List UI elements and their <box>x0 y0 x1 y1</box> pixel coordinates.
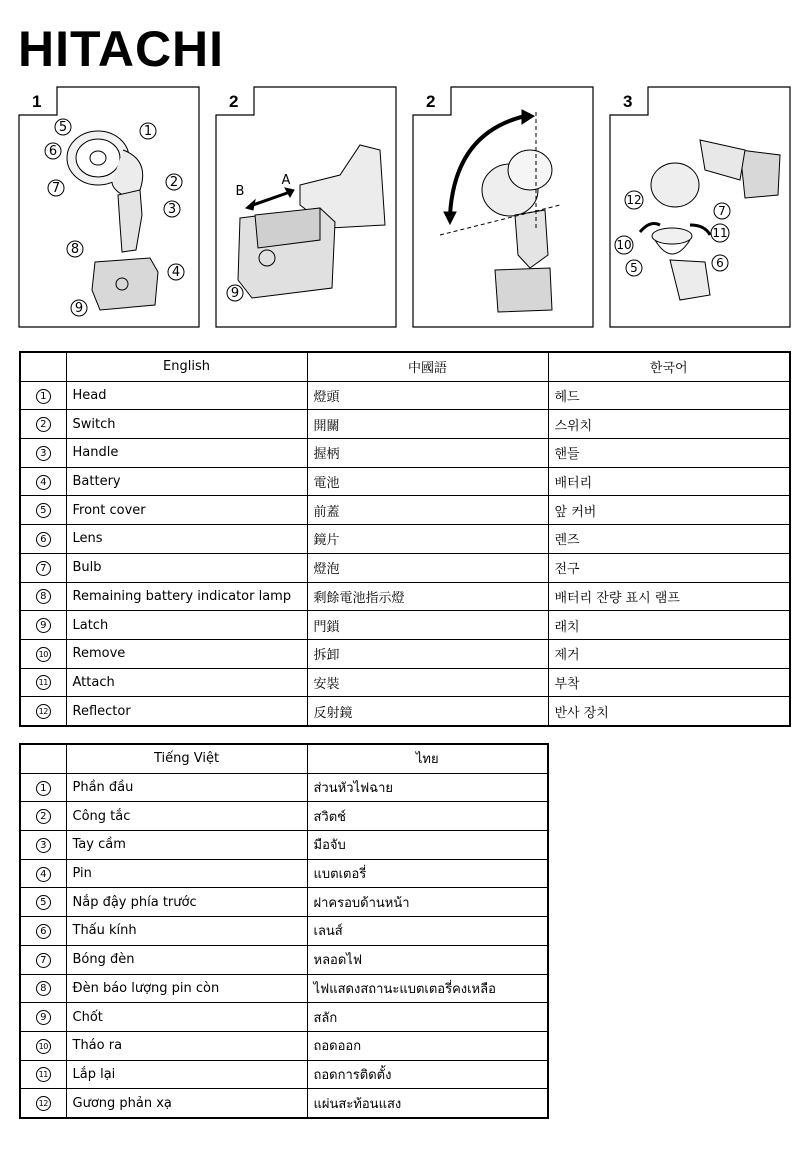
part-name-english: Switch <box>66 410 307 439</box>
row-number <box>20 410 66 439</box>
row-number <box>20 945 66 974</box>
part-name-korean: 부착 <box>548 668 790 697</box>
svg-text:8: 8 <box>70 242 80 257</box>
table-row <box>20 1003 548 1032</box>
table-row <box>20 802 548 831</box>
row-number <box>20 802 66 831</box>
header-chinese: 中國語 <box>307 352 548 381</box>
circled-number: 8 <box>36 981 51 996</box>
part-name-thai: ฝาครอบด้านหน้า <box>307 888 548 917</box>
part-name-korean: 배터리 잔량 표시 램프 <box>548 582 790 611</box>
row-number <box>20 1003 66 1032</box>
part-name-english: Bulb <box>66 553 307 582</box>
circled-number: 3 <box>36 446 51 461</box>
table-row <box>20 553 790 582</box>
fig2-callout-9 <box>227 285 243 301</box>
svg-text:3: 3 <box>167 202 177 217</box>
part-name-thai: หลอดไฟ <box>307 945 548 974</box>
row-number <box>20 381 66 410</box>
figure-panels <box>0 0 808 340</box>
parts-table-primary <box>19 351 791 727</box>
row-number <box>20 1031 66 1060</box>
fig1-callout-3 <box>164 201 180 217</box>
row-number <box>20 467 66 496</box>
table-header-row <box>20 744 548 773</box>
parts-table-secondary <box>19 743 549 1119</box>
part-name-vietnamese: Lắp lại <box>66 1060 307 1089</box>
header-korean: 한국어 <box>548 352 790 381</box>
part-name-chinese: 燈頭 <box>307 381 548 410</box>
row-number <box>20 831 66 860</box>
part-name-chinese: 握柄 <box>307 439 548 468</box>
svg-text:4: 4 <box>171 265 181 280</box>
part-name-thai: สวิตช์ <box>307 802 548 831</box>
header-english: English <box>66 352 307 381</box>
row-number <box>20 439 66 468</box>
svg-text:6: 6 <box>716 256 724 270</box>
part-name-vietnamese: Thấu kính <box>66 917 307 946</box>
row-number <box>20 582 66 611</box>
part-name-english: Remove <box>66 639 307 668</box>
part-name-english: Head <box>66 381 307 410</box>
part-name-korean: 핸들 <box>548 439 790 468</box>
part-name-korean: 반사 장치 <box>548 697 790 726</box>
fig3-callout-11 <box>711 224 729 242</box>
circled-number: 5 <box>36 503 51 518</box>
table-row <box>20 611 790 640</box>
part-name-vietnamese: Phần đầu <box>66 773 307 802</box>
fig1-callout-7 <box>48 180 64 196</box>
part-name-english: Lens <box>66 525 307 554</box>
part-name-english: Handle <box>66 439 307 468</box>
header-blank <box>20 744 66 773</box>
table-row <box>20 1060 548 1089</box>
row-number <box>20 639 66 668</box>
part-name-thai: ส่วนหัวไฟฉาย <box>307 773 548 802</box>
row-number <box>20 859 66 888</box>
part-name-korean: 스위치 <box>548 410 790 439</box>
circled-number: 6 <box>36 924 51 939</box>
head-rotation-illustration <box>440 110 560 312</box>
part-name-thai: ไฟแสดงสถานะแบตเตอรี่คงเหลือ <box>307 974 548 1003</box>
table-row <box>20 1031 548 1060</box>
part-name-thai: ถอดการติดตั้ง <box>307 1060 548 1089</box>
circled-number: 9 <box>36 1010 51 1025</box>
fig1-callout-2 <box>166 174 182 190</box>
fig2-callout-a: A <box>281 173 291 188</box>
circled-number: 12 <box>36 704 51 719</box>
fig1-callout-4 <box>168 264 184 280</box>
part-name-korean: 렌즈 <box>548 525 790 554</box>
row-number <box>20 496 66 525</box>
row-number <box>20 888 66 917</box>
part-name-chinese: 拆卸 <box>307 639 548 668</box>
row-number <box>20 1089 66 1118</box>
part-name-english: Front cover <box>66 496 307 525</box>
part-name-thai: สลัก <box>307 1003 548 1032</box>
table-row <box>20 410 790 439</box>
part-name-vietnamese: Pin <box>66 859 307 888</box>
header-thai: ไทย <box>307 744 548 773</box>
part-name-english: Remaining battery indicator lamp <box>66 582 307 611</box>
fig1-callout-6 <box>45 143 61 159</box>
fig3-callout-5 <box>626 260 642 276</box>
fig1-callout-5 <box>55 119 71 135</box>
table-row <box>20 496 790 525</box>
circled-number: 3 <box>36 838 51 853</box>
table-row <box>20 974 548 1003</box>
battery-slide-illustration <box>235 145 385 298</box>
table-row <box>20 1089 548 1118</box>
row-number <box>20 773 66 802</box>
part-name-korean: 래치 <box>548 611 790 640</box>
table-row <box>20 945 548 974</box>
part-name-vietnamese: Bóng đèn <box>66 945 307 974</box>
svg-text:7: 7 <box>51 181 61 196</box>
row-number <box>20 974 66 1003</box>
row-number <box>20 917 66 946</box>
part-name-vietnamese: Nắp đậy phía trước <box>66 888 307 917</box>
brand-logo: HITACHI <box>18 21 225 77</box>
circled-number: 5 <box>36 895 51 910</box>
table-row <box>20 831 548 860</box>
circled-number: 11 <box>36 675 51 690</box>
fig3-callout-10 <box>615 236 633 254</box>
row-number <box>20 553 66 582</box>
part-name-chinese: 電池 <box>307 467 548 496</box>
part-name-korean: 배터리 <box>548 467 790 496</box>
table-row <box>20 439 790 468</box>
circled-number: 7 <box>36 561 51 576</box>
circled-number: 9 <box>36 618 51 633</box>
fig1-callout-9 <box>71 300 87 316</box>
head-disassembly-illustration <box>640 140 780 300</box>
table-row <box>20 525 790 554</box>
flashlight-illustration <box>67 131 158 310</box>
part-name-vietnamese: Đèn báo lượng pin còn <box>66 974 307 1003</box>
table-row <box>20 773 548 802</box>
svg-text:5: 5 <box>58 120 68 135</box>
circled-number: 10 <box>36 647 51 662</box>
svg-text:12: 12 <box>626 193 642 207</box>
circled-number: 2 <box>36 809 51 824</box>
header-vietnamese: Tiếng Việt <box>66 744 307 773</box>
circled-number: 12 <box>36 1096 51 1111</box>
part-name-english: Attach <box>66 668 307 697</box>
circled-number: 10 <box>36 1039 51 1054</box>
part-name-chinese: 安裝 <box>307 668 548 697</box>
part-name-korean: 전구 <box>548 553 790 582</box>
part-name-korean: 제거 <box>548 639 790 668</box>
part-name-vietnamese: Công tắc <box>66 802 307 831</box>
part-name-vietnamese: Chốt <box>66 1003 307 1032</box>
circled-number: 1 <box>36 781 51 796</box>
circled-number: 4 <box>36 867 51 882</box>
table-row <box>20 888 548 917</box>
svg-text:10: 10 <box>616 238 632 252</box>
fig3-callout-6 <box>712 255 728 271</box>
part-name-thai: แบตเตอรี่ <box>307 859 548 888</box>
table-row <box>20 697 790 726</box>
part-name-thai: เลนส์ <box>307 917 548 946</box>
part-name-english: Reflector <box>66 697 307 726</box>
row-number <box>20 525 66 554</box>
table-row <box>20 582 790 611</box>
part-name-vietnamese: Gương phản xạ <box>66 1089 307 1118</box>
svg-text:11: 11 <box>712 226 728 240</box>
table-row <box>20 639 790 668</box>
fig3-callout-7 <box>714 203 730 219</box>
part-name-thai: มือจับ <box>307 831 548 860</box>
part-name-english: Latch <box>66 611 307 640</box>
part-name-thai: ถอดออก <box>307 1031 548 1060</box>
table-row <box>20 381 790 410</box>
svg-text:9: 9 <box>74 301 84 316</box>
svg-text:9: 9 <box>230 286 240 301</box>
circled-number: 6 <box>36 532 51 547</box>
part-name-chinese: 反射鏡 <box>307 697 548 726</box>
part-name-thai: แผ่นสะท้อนแสง <box>307 1089 548 1118</box>
table-row <box>20 859 548 888</box>
row-number <box>20 611 66 640</box>
circled-number: 1 <box>36 389 51 404</box>
part-name-korean: 앞 커버 <box>548 496 790 525</box>
table-row <box>20 467 790 496</box>
part-name-chinese: 鏡片 <box>307 525 548 554</box>
circled-number: 8 <box>36 589 51 604</box>
table-header-row <box>20 352 790 381</box>
svg-text:6: 6 <box>48 144 58 159</box>
part-name-korean: 헤드 <box>548 381 790 410</box>
row-number <box>20 697 66 726</box>
figure-label-2: 2 <box>229 92 239 111</box>
fig1-callout-1 <box>140 123 156 139</box>
circled-number: 4 <box>36 475 51 490</box>
circled-number: 2 <box>36 417 51 432</box>
part-name-chinese: 剩餘電池指示燈 <box>307 582 548 611</box>
circled-number: 11 <box>36 1067 51 1082</box>
table-row <box>20 917 548 946</box>
part-name-english: Battery <box>66 467 307 496</box>
svg-text:5: 5 <box>630 261 638 275</box>
part-name-chinese: 開關 <box>307 410 548 439</box>
svg-text:7: 7 <box>718 204 726 218</box>
header-blank <box>20 352 66 381</box>
row-number <box>20 1060 66 1089</box>
figure-label-3: 3 <box>623 92 633 111</box>
svg-text:1: 1 <box>143 124 153 139</box>
part-name-vietnamese: Tháo ra <box>66 1031 307 1060</box>
circled-number: 7 <box>36 953 51 968</box>
part-name-chinese: 燈泡 <box>307 553 548 582</box>
figure-label-2b: 2 <box>426 92 436 111</box>
part-name-chinese: 門鎖 <box>307 611 548 640</box>
row-number <box>20 668 66 697</box>
part-name-vietnamese: Tay cầm <box>66 831 307 860</box>
fig1-callout-8 <box>67 241 83 257</box>
fig2-callout-b: B <box>235 184 245 199</box>
part-name-chinese: 前蓋 <box>307 496 548 525</box>
svg-text:2: 2 <box>169 175 179 190</box>
table-row <box>20 668 790 697</box>
figure-label-1: 1 <box>32 92 42 111</box>
fig3-callout-12 <box>625 191 643 209</box>
